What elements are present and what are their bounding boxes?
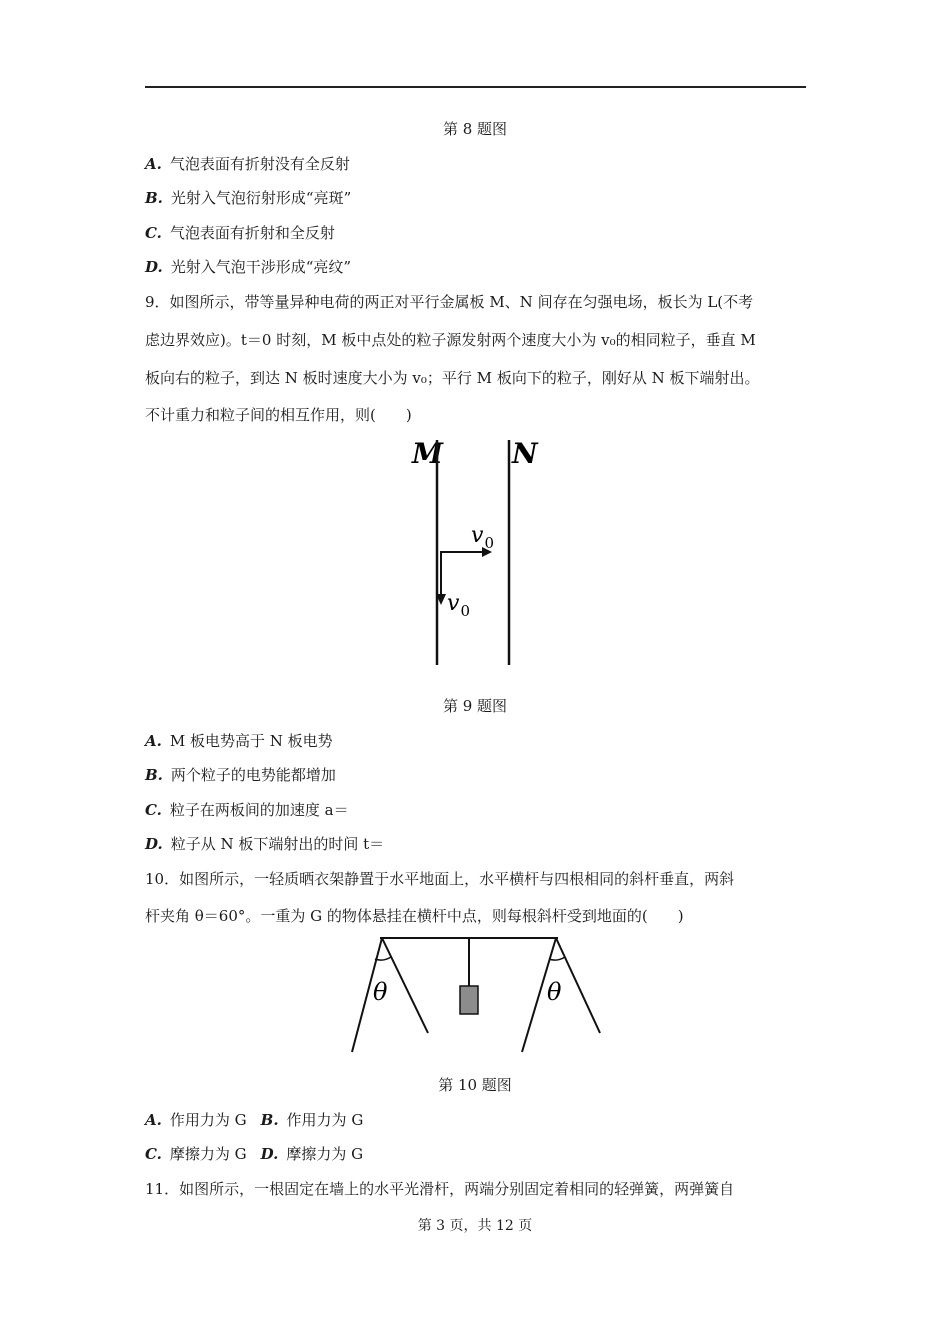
q9-option-c: C. 粒子在两板间的加速度 a＝ (145, 801, 349, 819)
hanging-weight (460, 986, 478, 1014)
q9-option-a: A. M 板电势高于 N 板电势 (145, 732, 333, 750)
page-footer: 第 3 页，共 12 页 (417, 1218, 533, 1234)
fig9-caption: 第 9 题图 (442, 697, 508, 715)
left-rod-inner (382, 938, 428, 1033)
q10-stem-line-1: 10．如图所示，一轻质晒衣架静置于水平地面上，水平横杆与四根相同的斜杆垂直，两斜 (145, 870, 735, 888)
q10-stem-line-2: 杆夹角 θ＝60°。一重为 G 的物体悬挂在横杆中点，则每根斜杆受到地面的( ) (145, 907, 684, 925)
header-rule (145, 86, 806, 88)
right-rod-outer (556, 938, 600, 1033)
q9-stem-line-2: 虑边界效应)。t＝0 时刻，M 板中点处的粒子源发射两个速度大小为 v₀的相同粒子，垂直 M (145, 331, 756, 349)
q8-option-c: C. 气泡表面有折射和全反射 (145, 224, 335, 242)
q8-option-d: D. 光射入气泡干涉形成“亮纹” (145, 258, 352, 276)
q10-options-row-2: C. 摩擦力为 G D. 摩擦力为 G (145, 1145, 364, 1163)
fig10-caption: 第 10 题图 (438, 1076, 512, 1094)
left-theta-label: θ (373, 978, 388, 1006)
q8-option-a: A. 气泡表面有折射没有全反射 (145, 155, 350, 173)
right-theta-label: θ (547, 978, 562, 1006)
velocity-right-label: $v_0$ (471, 523, 494, 552)
right-angle-arc (549, 957, 565, 960)
fig8-caption: 第 8 题图 (442, 120, 508, 138)
velocity-down-label: $v_0$ (447, 591, 470, 620)
q11-stem-line-1: 11．如图所示，一根固定在墙上的水平光滑杆，两端分别固定着相同的轻弹簧，两弹簧自 (145, 1180, 735, 1198)
q9-stem-line-3: 板向右的粒子，到达 N 板时速度大小为 v₀；平行 M 板向下的粒子，刚好从 N 板下端射出。 (145, 369, 760, 387)
plate-m-label: M (412, 437, 443, 470)
q8-option-b: B. 光射入气泡衍射形成“亮斑” (145, 189, 352, 207)
q9-stem-line-1: 9．如图所示，带等量异种电荷的两正对平行金属板 M、N 间存在匀强电场，板长为 L(不考 (145, 293, 754, 311)
q10-options-row-1: A. 作用力为 G B. 作用力为 G (145, 1111, 364, 1129)
q9-option-b: B. 两个粒子的电势能都增加 (145, 766, 336, 784)
q9-figure (400, 430, 560, 675)
q10-figure (340, 928, 610, 1060)
plate-n-label: N (512, 437, 538, 470)
q9-stem-line-4: 不计重力和粒子间的相互作用，则( ) (145, 406, 412, 424)
q9-option-d: D. 粒子从 N 板下端射出的时间 t＝ (145, 835, 385, 853)
